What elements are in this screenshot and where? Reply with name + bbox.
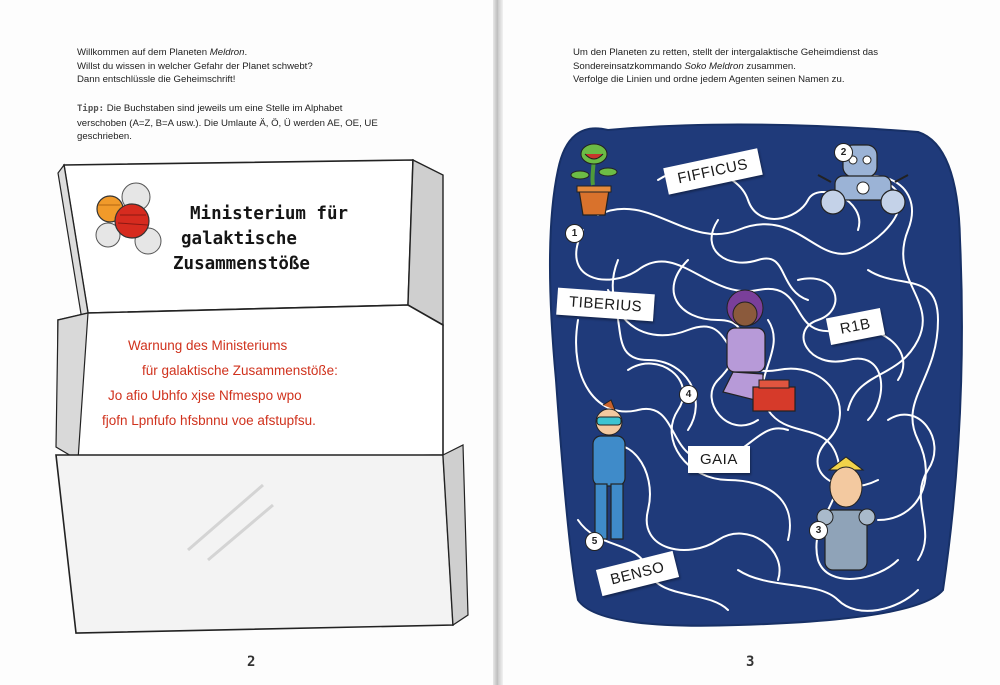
intro-line-2: Willst du wissen in welcher Gefahr der Planet schwebt? [77,60,313,72]
intro-line-1: Willkommen auf dem Planeten [77,47,210,58]
page-number-right: 3 [746,654,755,670]
intro-text-right [573,46,993,87]
agent-number-3: 3 [809,521,828,540]
name-label-benso: BENSO [596,551,679,596]
agent-plant-illustration [565,140,625,220]
name-label-tiberius: TIBERIUS [556,288,655,322]
left-page [0,0,493,685]
tip-text [77,102,487,144]
agent-number-5: 5 [585,532,604,551]
intro-line-2-suffix: zusammen. [743,60,796,72]
folded-leaflet [48,155,468,635]
cipher-line-2: fjofn Lpnfufo hfsbnnu voe afstupfsu. [102,413,316,428]
ministry-title-line-2: galaktische [181,229,297,249]
agent-knight-illustration [811,455,881,585]
tip-line-2: verschoben (A=Z, B=A usw.). Die Umlaute Ä, Ö, Ü werden AE, OE, UE [77,117,378,129]
intro-line-1-suffix: . [244,47,248,58]
intro-line-1: Um den Planeten zu retten, stellt der intergalaktische Geheimdienst das [573,47,879,58]
name-label-fifficus: FIFFICUS [663,148,762,194]
tip-line-3: geschrieben. [77,131,132,143]
intro-line-3: Verfolge die Linien und ordne jedem Agenten seinen Namen zu. [573,74,845,86]
right-page [503,0,1000,685]
agent-number-2: 2 [834,143,853,162]
tip-label: Tipp: [77,104,105,114]
warning-line-1: Warnung des Ministeriums [128,338,288,353]
intro-line-3: Dann entschlüssle die Geheimschrift! [77,74,236,86]
agent-mechanic-illustration [703,282,803,432]
intro-text-left [77,46,477,87]
planet-name: Meldron [209,47,245,58]
name-label-r1b: R1B [826,308,885,345]
cipher-line-1: Jo afio Ubhfo xjse Nfmespo wpo [108,388,302,403]
team-name: Soko Meldron [684,60,744,72]
agent-robot-illustration [813,140,923,220]
name-label-gaia: GAIA [688,446,750,473]
ministry-title-line-1: Ministerium für [190,204,349,224]
book-spine [493,0,503,685]
planet-collision-icon [86,177,166,267]
agent-number-4: 4 [679,385,698,404]
agent-number-1: 1 [565,224,584,243]
page-number-left: 2 [247,654,256,670]
tip-line-1: Die Buchstaben sind jeweils um eine Stelle im Alphabet [104,103,343,114]
warning-line-2: für galaktische Zusammenstöße: [142,363,338,378]
ministry-title-line-3: Zusammenstöße [173,254,310,274]
intro-line-2: Sondereinsatzkommando [573,60,685,72]
agent-astronaut-illustration [575,400,645,550]
